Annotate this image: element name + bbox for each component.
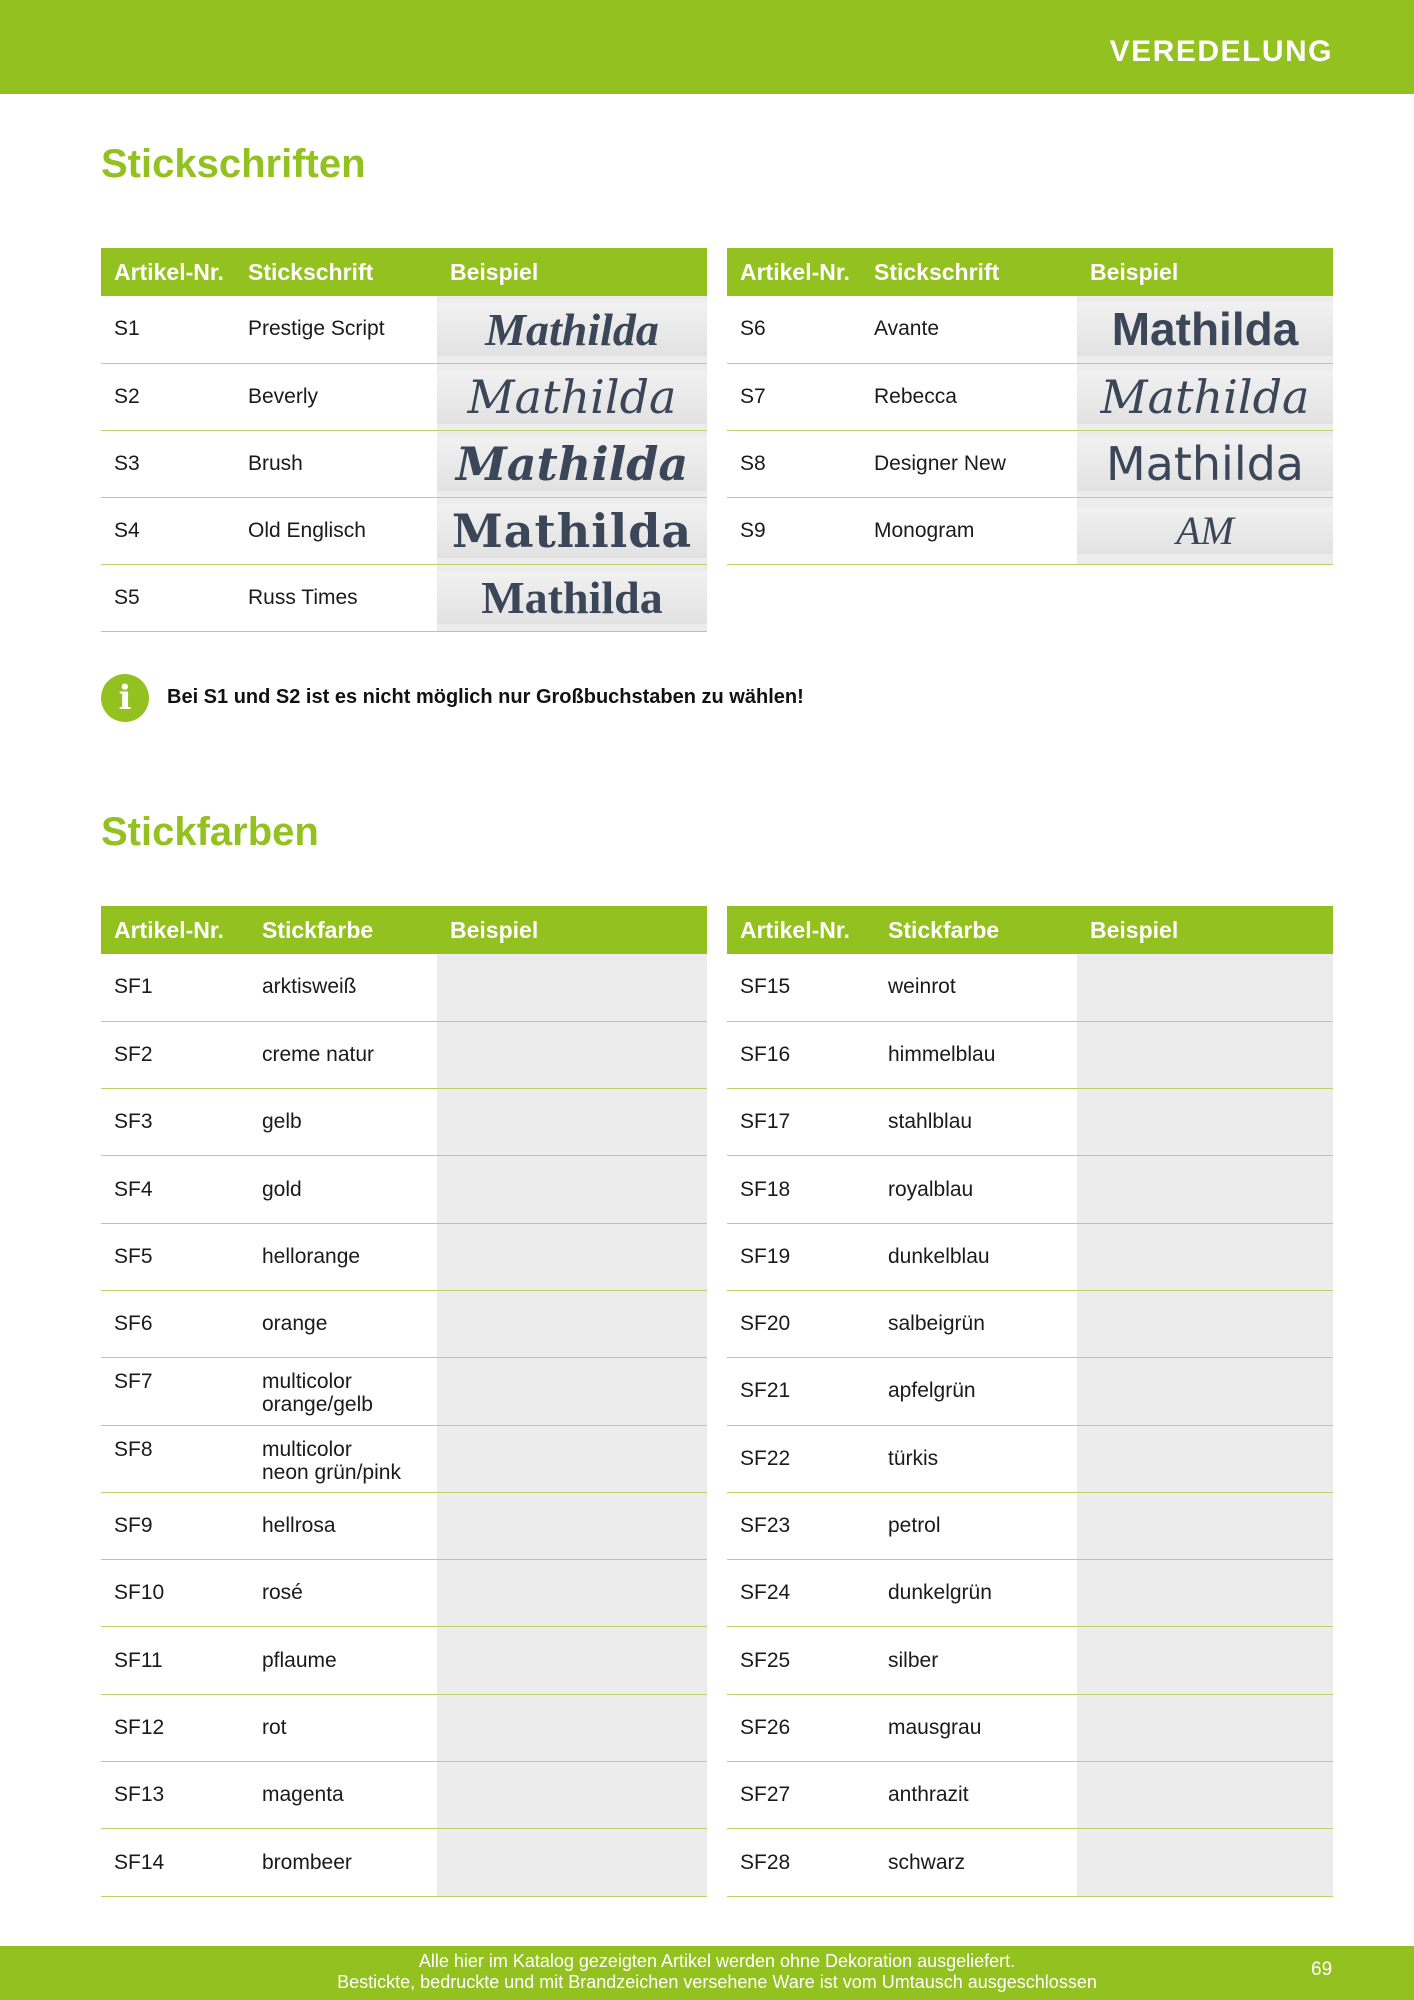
column-header-name: Stickfarbe xyxy=(875,906,1077,954)
table-row xyxy=(727,296,1333,363)
color-name xyxy=(249,1290,437,1357)
article-number: SF18 xyxy=(727,1156,875,1223)
color-name xyxy=(249,954,437,1021)
font-table-right xyxy=(727,248,1333,565)
table-header xyxy=(727,248,1333,296)
article-number: SF28 xyxy=(727,1829,875,1896)
color-table-left xyxy=(101,906,707,1897)
footer-bar xyxy=(0,1946,1414,2000)
table-row xyxy=(101,1627,707,1694)
article-number: S7 xyxy=(727,363,861,430)
table-row xyxy=(101,497,707,564)
table-row xyxy=(101,1425,707,1492)
table-row xyxy=(101,1223,707,1290)
article-number: SF11 xyxy=(101,1627,249,1694)
article-number: SF13 xyxy=(101,1762,249,1829)
article-number: SF26 xyxy=(727,1694,875,1761)
article-number: SF27 xyxy=(727,1762,875,1829)
article-number: SF12 xyxy=(101,1694,249,1761)
font-sample: Mathilda xyxy=(1077,302,1333,356)
table-row xyxy=(727,1089,1333,1156)
table-row xyxy=(101,1021,707,1088)
stickschriften-title: Stickschriften xyxy=(101,142,366,186)
table-row xyxy=(727,363,1333,430)
column-header-example: Beispiel xyxy=(437,906,707,954)
article-number: SF3 xyxy=(101,1089,249,1156)
article-number: S4 xyxy=(101,497,235,564)
table-header xyxy=(101,248,707,296)
color-name xyxy=(249,1762,437,1829)
column-header-nr: Artikel-Nr. xyxy=(727,248,861,296)
table-row xyxy=(101,363,707,430)
table-row xyxy=(727,1021,1333,1088)
color-name-line-1: magenta xyxy=(262,1783,344,1807)
table-row xyxy=(727,1425,1333,1492)
color-name xyxy=(875,954,1077,1021)
color-name-line-1: petrol xyxy=(888,1514,941,1538)
table-row xyxy=(101,1694,707,1761)
color-sample-cell xyxy=(437,1627,707,1694)
color-name xyxy=(875,1492,1077,1559)
article-number: S1 xyxy=(101,296,235,363)
color-sample-cell xyxy=(1077,1694,1333,1761)
table-row xyxy=(727,1694,1333,1761)
table-row xyxy=(727,1223,1333,1290)
color-name-line-1: hellorange xyxy=(262,1244,361,1268)
color-name xyxy=(249,1021,437,1088)
table-row xyxy=(727,1156,1333,1223)
color-name xyxy=(249,1492,437,1559)
table-row xyxy=(727,1762,1333,1829)
article-number: SF25 xyxy=(727,1627,875,1694)
column-header-nr: Artikel-Nr. xyxy=(101,248,235,296)
color-name-line-1: gelb xyxy=(262,1110,302,1134)
color-name xyxy=(249,1425,437,1492)
color-sample-cell xyxy=(1077,1021,1333,1088)
color-name xyxy=(875,1829,1077,1896)
color-sample-cell xyxy=(437,1829,707,1896)
article-number: SF17 xyxy=(727,1089,875,1156)
article-number: SF14 xyxy=(101,1829,249,1896)
font-name: Prestige Script xyxy=(235,296,437,363)
article-number: SF7 xyxy=(101,1358,249,1425)
color-name xyxy=(875,1290,1077,1357)
font-sample: Mathilda xyxy=(437,370,707,424)
color-name-line-2: neon grün/pink xyxy=(262,1460,401,1484)
font-sample-cell xyxy=(1077,430,1333,497)
font-table-left xyxy=(101,248,707,632)
font-sample-cell xyxy=(437,497,707,564)
article-number: S9 xyxy=(727,497,861,564)
color-name xyxy=(875,1425,1077,1492)
table-row xyxy=(727,1560,1333,1627)
column-header-example: Beispiel xyxy=(437,248,707,296)
font-name: Russ Times xyxy=(235,564,437,631)
table-row xyxy=(101,1290,707,1357)
table-row xyxy=(101,1492,707,1559)
color-name xyxy=(875,1089,1077,1156)
color-name xyxy=(875,1358,1077,1425)
article-number: SF24 xyxy=(727,1560,875,1627)
font-sample-cell xyxy=(1077,296,1333,363)
font-sample: Mathilda xyxy=(437,571,707,624)
article-number: S2 xyxy=(101,363,235,430)
color-name-line-1: orange xyxy=(262,1312,328,1336)
color-name-line-1: pflaume xyxy=(262,1648,337,1672)
color-name-line-1: weinrot xyxy=(888,975,956,999)
column-header-example: Beispiel xyxy=(1077,248,1333,296)
color-sample-cell xyxy=(1077,1425,1333,1492)
article-number: S6 xyxy=(727,296,861,363)
font-sample-cell xyxy=(437,363,707,430)
color-name xyxy=(249,1829,437,1896)
font-name: Beverly xyxy=(235,363,437,430)
color-sample-cell xyxy=(1077,954,1333,1021)
font-sample-cell xyxy=(437,564,707,631)
color-sample-cell xyxy=(437,1358,707,1425)
color-name-line-1: dunkelgrün xyxy=(888,1581,992,1605)
color-name-line-1: stahlblau xyxy=(888,1110,973,1134)
article-number: SF20 xyxy=(727,1290,875,1357)
color-sample-cell xyxy=(437,1694,707,1761)
font-sample: Mathilda xyxy=(1077,437,1333,491)
color-name-line-1: gold xyxy=(262,1177,302,1201)
color-sample-cell xyxy=(437,1762,707,1829)
font-sample-cell xyxy=(437,296,707,363)
table-row xyxy=(727,954,1333,1021)
color-name-line-1: silber xyxy=(888,1648,939,1672)
table-header xyxy=(727,906,1333,954)
color-name xyxy=(875,1560,1077,1627)
color-name-line-1: rot xyxy=(262,1715,287,1739)
color-name xyxy=(249,1560,437,1627)
font-name: Old Englisch xyxy=(235,497,437,564)
font-sample: Mathilda xyxy=(437,504,707,558)
color-name-line-1: multicolor xyxy=(262,1437,352,1461)
font-name: Monogram xyxy=(861,497,1077,564)
color-sample-cell xyxy=(437,1425,707,1492)
table-row xyxy=(727,497,1333,564)
color-sample-cell xyxy=(1077,1762,1333,1829)
color-name-line-1: creme natur xyxy=(262,1042,375,1066)
column-header-example: Beispiel xyxy=(1077,906,1333,954)
color-name-line-1: schwarz xyxy=(888,1850,966,1874)
color-name-line-1: dunkelblau xyxy=(888,1244,990,1268)
article-number: SF16 xyxy=(727,1021,875,1088)
article-number: SF2 xyxy=(101,1021,249,1088)
color-name xyxy=(249,1223,437,1290)
font-name: Avante xyxy=(861,296,1077,363)
stickfarben-title: Stickfarben xyxy=(101,810,319,854)
color-name xyxy=(875,1694,1077,1761)
table-row xyxy=(727,1829,1333,1896)
table-row xyxy=(727,1492,1333,1559)
color-name-line-1: salbeigrün xyxy=(888,1312,985,1336)
table-row xyxy=(101,1089,707,1156)
color-sample-cell xyxy=(437,1156,707,1223)
color-name-line-1: royalblau xyxy=(888,1177,974,1201)
footer-disclaimer xyxy=(0,1951,1414,1993)
table-row xyxy=(101,1358,707,1425)
article-number: SF5 xyxy=(101,1223,249,1290)
color-name-line-1: himmelblau xyxy=(888,1042,996,1066)
info-note: Bei S1 und S2 ist es nicht möglich nur Großbuchstaben zu wählen! xyxy=(167,686,804,708)
article-number: SF21 xyxy=(727,1358,875,1425)
font-sample: Mathilda xyxy=(1077,370,1333,424)
article-number: SF23 xyxy=(727,1492,875,1559)
color-name-line-1: brombeer xyxy=(262,1850,352,1874)
color-name xyxy=(875,1762,1077,1829)
article-number: SF8 xyxy=(101,1425,249,1492)
color-name xyxy=(875,1156,1077,1223)
article-number: SF10 xyxy=(101,1560,249,1627)
column-header-name: Stickschrift xyxy=(235,248,437,296)
color-name-line-1: mausgrau xyxy=(888,1715,982,1739)
table-header xyxy=(101,906,707,954)
column-header-name: Stickschrift xyxy=(861,248,1077,296)
color-name xyxy=(249,1089,437,1156)
color-sample-cell xyxy=(437,1560,707,1627)
table-row xyxy=(101,564,707,631)
color-name xyxy=(875,1223,1077,1290)
article-number: SF15 xyxy=(727,954,875,1021)
color-sample-cell xyxy=(437,1290,707,1357)
color-sample-cell xyxy=(437,954,707,1021)
color-name xyxy=(249,1358,437,1425)
color-name-line-1: arktisweiß xyxy=(262,975,357,999)
font-sample: Mathilda xyxy=(437,303,707,356)
font-sample: Mathilda xyxy=(437,437,707,491)
color-name xyxy=(875,1627,1077,1694)
font-sample-cell xyxy=(437,430,707,497)
color-name-line-1: multicolor xyxy=(262,1370,352,1394)
color-name xyxy=(875,1021,1077,1088)
color-name-line-1: hellrosa xyxy=(262,1514,336,1538)
color-name xyxy=(249,1156,437,1223)
section-label: VEREDELUNG xyxy=(1109,35,1333,68)
article-number: SF9 xyxy=(101,1492,249,1559)
table-row xyxy=(101,1560,707,1627)
article-number: S3 xyxy=(101,430,235,497)
font-sample: AM xyxy=(1077,507,1333,554)
color-sample-cell xyxy=(1077,1156,1333,1223)
table-row xyxy=(727,1290,1333,1357)
table-row xyxy=(101,430,707,497)
table-row xyxy=(727,430,1333,497)
color-sample-cell xyxy=(1077,1223,1333,1290)
table-row xyxy=(101,1762,707,1829)
color-sample-cell xyxy=(437,1492,707,1559)
article-number: S8 xyxy=(727,430,861,497)
color-sample-cell xyxy=(1077,1492,1333,1559)
color-table-right xyxy=(727,906,1333,1897)
color-name xyxy=(249,1694,437,1761)
article-number: S5 xyxy=(101,564,235,631)
font-name: Brush xyxy=(235,430,437,497)
column-header-nr: Artikel-Nr. xyxy=(727,906,875,954)
table-row xyxy=(727,1627,1333,1694)
color-sample-cell xyxy=(437,1089,707,1156)
column-header-nr: Artikel-Nr. xyxy=(101,906,249,954)
color-sample-cell xyxy=(1077,1560,1333,1627)
article-number: SF4 xyxy=(101,1156,249,1223)
color-name-line-1: anthrazit xyxy=(888,1783,969,1807)
table-row xyxy=(101,1156,707,1223)
color-name-line-2: orange/gelb xyxy=(262,1393,373,1417)
footer-line-1: Alle hier im Katalog gezeigten Artikel werden ohne Dekoration ausgeliefert. xyxy=(418,1951,1016,1971)
font-sample-cell xyxy=(1077,363,1333,430)
font-name: Designer New xyxy=(861,430,1077,497)
table-row xyxy=(727,1358,1333,1425)
article-number: SF1 xyxy=(101,954,249,1021)
header-bar xyxy=(0,0,1414,94)
column-header-name: Stickfarbe xyxy=(249,906,437,954)
color-name-line-1: türkis xyxy=(888,1446,939,1470)
color-sample-cell xyxy=(437,1223,707,1290)
color-sample-cell xyxy=(1077,1627,1333,1694)
article-number: SF6 xyxy=(101,1290,249,1357)
font-name: Rebecca xyxy=(861,363,1077,430)
font-sample-cell xyxy=(1077,497,1333,564)
color-sample-cell xyxy=(1077,1290,1333,1357)
color-name xyxy=(249,1627,437,1694)
color-sample-cell xyxy=(1077,1829,1333,1896)
info-icon: i xyxy=(101,674,149,722)
color-sample-cell xyxy=(1077,1089,1333,1156)
page-number: 69 xyxy=(1311,1959,1333,1980)
color-sample-cell xyxy=(437,1021,707,1088)
article-number: SF22 xyxy=(727,1425,875,1492)
color-name-line-1: apfelgrün xyxy=(888,1379,976,1403)
table-row xyxy=(101,1829,707,1896)
color-name-line-1: rosé xyxy=(262,1581,303,1605)
color-sample-cell xyxy=(1077,1358,1333,1425)
article-number: SF19 xyxy=(727,1223,875,1290)
footer-line-2: Bestickte, bedruckte und mit Brandzeichen versehene Ware ist vom Umtausch ausgeschlossen xyxy=(337,1972,1097,1992)
table-row xyxy=(101,296,707,363)
table-row xyxy=(101,954,707,1021)
